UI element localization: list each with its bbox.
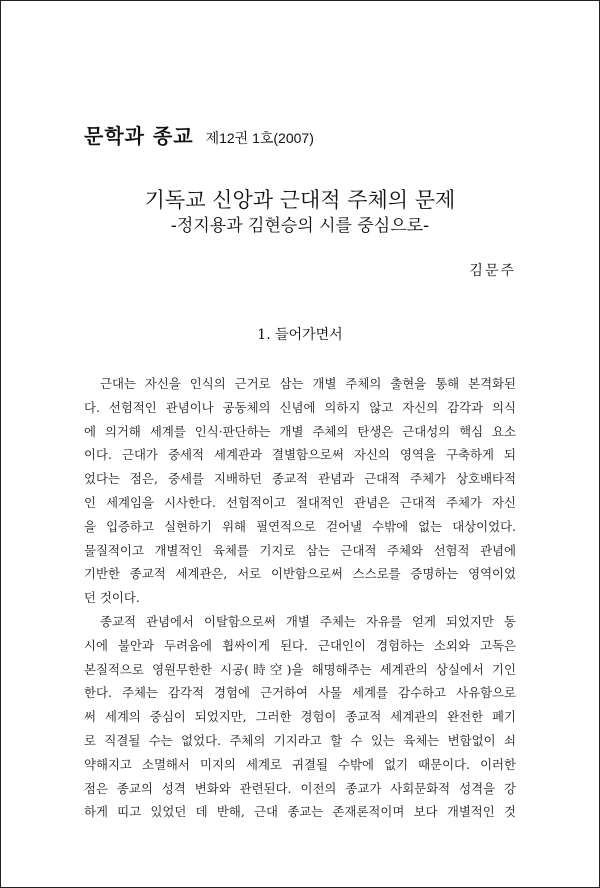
body-line: 로 직결될 수는 없었다. 주체의 기지라고 할 수 있는 육체는 변함없이 쇠 (84, 732, 516, 748)
body-line: 었다는 점은, 중세를 지배하던 종교적 관념과 근대적 주체가 상호배타적 (84, 471, 516, 487)
body-line: 다. 선험적인 관념이나 공동체의 신념에 의하지 않고 자신의 감각과 의식 (84, 399, 516, 415)
body-line: 점은 종교의 성격 변화와 관련된다. 이전의 종교가 사회문화적 성격을 강 (84, 780, 516, 796)
body-line: 약해지고 소멸해서 미지의 세계로 귀결될 수밖에 없기 때문이다. 이러한 (84, 756, 516, 772)
body-line: 본질적으로 영원무한한 시공(時空)을 해명해주는 세계관의 상실에서 기인 (84, 661, 516, 677)
body-line: 기반한 종교적 세계관은, 서로 이반함으로써 스스로를 증명하는 영역이었 (84, 566, 516, 582)
body-line: 물질적이고 개별적인 육체를 기지로 삼는 근대적 주체와 선험적 관념에 (84, 542, 516, 558)
journal-name-logo: 문학과 종교 (84, 124, 194, 148)
article-subtitle: -정지용과 김현승의 시를 중심으로- (170, 216, 430, 236)
body-line: 종교적 관념에서 이탈함으로써 개별 주체는 자유를 얻게 되었지만 동 (100, 613, 516, 629)
article-author: 김문주 (469, 263, 516, 279)
body-line: 인 세계임을 시사한다. 선험적이고 절대적인 관념은 근대적 주체가 자신 (84, 494, 516, 510)
body-line: 근대는 자신을 인식의 근거로 삼는 개별 주체의 출현을 통해 본격화된 (100, 376, 516, 391)
body-line: 에 의거해 세계를 인식·판단하는 개별 주체의 탄생은 근대성의 핵심 요소 (84, 423, 516, 439)
journal-issue: 제12권 1호(2007) (205, 130, 314, 146)
body-line: 한다. 주체는 감각적 경험에 근거하여 사물 세계를 감수하고 사유함으로 (84, 685, 516, 701)
journal-header (84, 120, 314, 149)
body-text (84, 372, 516, 824)
article-title: 기독교 신앙과 근대적 주체의 문제 (144, 188, 456, 212)
section-heading: 1. 들어가면서 (257, 327, 343, 343)
body-line: 써 세계의 중심이 되었지만, 그러한 경험이 종교적 세계관의 완전한 폐기 (84, 709, 516, 725)
body-line: 시에 불안과 두려움에 휩싸이게 된다. 근대인이 경험하는 소외와 고독은 (84, 637, 516, 653)
body-line: 을 입증하고 실현하기 위해 필연적으로 걷어낼 수밖에 없는 대상이었다. (84, 518, 516, 534)
body-line: 하게 띠고 있었던 데 반해, 근대 종교는 존재론적이며 보다 개별적인 것 (84, 804, 516, 820)
body-line: 이다. 근대가 중세적 세계관과 결별함으로써 자신의 영역을 구축하게 되 (84, 447, 516, 463)
body-line: 던 것이다. (84, 590, 140, 606)
